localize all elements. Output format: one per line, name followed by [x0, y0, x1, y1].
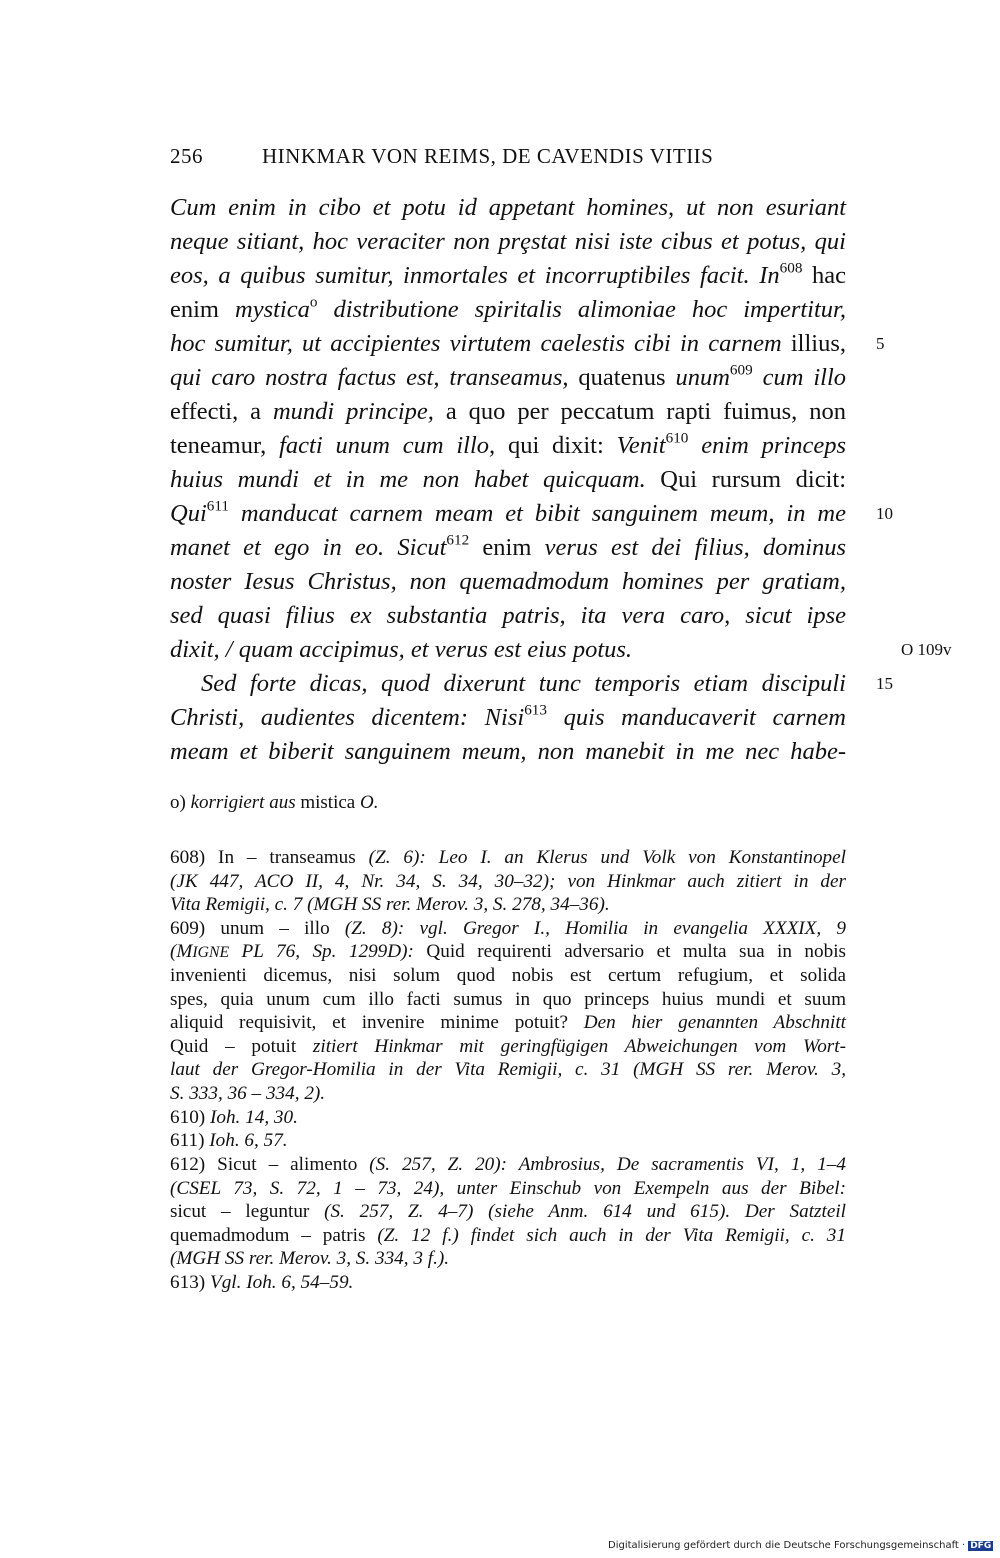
text-line-9: huius mundi et in me non habet quicquam. Qui rursum dicit:: [170, 466, 847, 493]
text-line-5: hoc sumitur, ut accipientes virtutem caelestis cibi in carnem illius,: [170, 330, 846, 357]
text-line-16: Christi, audientes dicentem: Nisi$^{613}$ quis manducaverit carnem: [170, 701, 846, 731]
text-line-1: Cum enim in cibo et potu id appetant homines, ut non esuriant: [170, 194, 846, 221]
text-line-13: sed quasi filius ex substantia patris, ita vera caro, sicut ipse: [170, 602, 846, 629]
text-line-3: eos, a quibus sumitur, inmortales et incorruptibiles facit. In$^{608}$ hac: [170, 259, 846, 289]
footnote-610: 610) Ioh. 14, 30.: [170, 1107, 298, 1128]
text-line-8: teneamur, facti unum cum illo, qui dixit: Venit$^{610}$ enim princeps: [170, 429, 847, 459]
text-line-7: effecti, a mundi principe, a quo per peccatum rapti fuimus, non: [170, 398, 846, 425]
dfg-logo: DFG: [970, 1541, 992, 1551]
footnote-612-line: quemadmodum – patris (Z. 12 f.) findet sich auch in der Vita Remigii, c. 31: [170, 1225, 846, 1246]
text-line-14: dixit, / quam accipimus, et verus est eius potus.: [170, 636, 633, 663]
footnote-ref-611: 611: [206, 497, 229, 515]
page-number: 256: [170, 144, 203, 168]
footnote-612-line: sicut – leguntur (S. 257, Z. 4–7) (siehe Anm. 614 und 615). Der Satzteil: [170, 1201, 847, 1222]
text-line-6: qui caro nostra factus est, transeamus, quatenus unum$^{609}$ cum illo: [170, 361, 846, 391]
apparatus-ref-o: o: [309, 293, 318, 311]
footnote-609: 609) unum – illo (Z. 8): vgl. Gregor I., Homilia in evangelia XXXIX, 9: [170, 918, 846, 939]
footnote-611: 611) Ioh. 6, 57.: [170, 1130, 288, 1151]
text-line-10: Qui$^{611}$ manducat carnem meam et bibit sanguinem meum, in me: [170, 497, 846, 527]
footnote-612: 612) Sicut – alimento (S. 257, Z. 20): Ambrosius, De sacramentis VI, 1, 1–4: [170, 1154, 846, 1175]
footnote-609-line: laut der Gregor-Homilia in der Vita Remigii, c. 31 (MGH SS rer. Merov. 3,: [170, 1059, 846, 1080]
line-number-10: 10: [876, 504, 893, 523]
footnote-ref-608: 608: [779, 259, 803, 277]
text-line-15: Sed forte dicas, quod dixerunt tunc temporis etiam discipuli: [201, 670, 846, 697]
text-line-12: noster Iesus Christus, non quemadmodum homines per gratiam,: [170, 568, 846, 595]
line-number-5: 5: [876, 334, 885, 353]
running-head: [170, 144, 713, 169]
footnote-609-line: (MIGNE PL 76, Sp. 1299D): Quid requirenti adversario et multa sua in nobis: [170, 941, 846, 962]
footnote-608-line: Vita Remigii, c. 7 (MGH SS rer. Merov. 3, S. 278, 34–36).: [170, 894, 610, 915]
footnote-ref-613: 613: [524, 701, 547, 719]
running-title: HINKMAR VON REIMS, DE CAVENDIS VITIIS: [262, 144, 714, 168]
apparatus-note-o: o) korrigiert aus mistica O.: [170, 792, 379, 813]
footnote-609-line: S. 333, 36 – 334, 2).: [170, 1083, 326, 1104]
text-line-17: meam et biberit sanguinem meum, non manebit in me nec habe-: [170, 738, 846, 765]
footnote-ref-612: 612: [446, 531, 470, 549]
footnote-612-line: (CSEL 73, S. 72, 1 – 73, 24), unter Einschub von Exempeln aus der Bibel:: [170, 1178, 846, 1199]
footnote-608-line: (JK 447, ACO II, 4, Nr. 34, S. 34, 30–32); von Hinkmar auch zitiert in der: [170, 871, 846, 892]
footnote-608: 608) In – transeamus (Z. 6): Leo I. an Klerus und Volk von Konstantinopel: [170, 847, 846, 868]
footnote-ref-610: 610: [665, 429, 689, 447]
line-number-15: 15: [876, 674, 893, 693]
text-line-4: enim mystica$^o$ distributione spiritalis alimoniae hoc impertitur,: [170, 293, 846, 323]
digitization-credit: Digitalisierung gefördert durch die Deutsche Forschungsgemeinschaft · DFG: [608, 1540, 992, 1551]
footnote-609-line: Quid – potuit zitiert Hinkmar mit geringfügigen Abweichungen vom Wort-: [170, 1036, 846, 1057]
footnote-613: 613) Vgl. Ioh. 6, 54–59.: [170, 1272, 354, 1293]
footnote-ref-609: 609: [729, 361, 753, 379]
text-line-11: manet et ego in eo. Sicut$^{612}$ enim verus est dei filius, dominus: [170, 531, 846, 561]
folio-marker: O 109v: [901, 640, 952, 659]
text-line-2: neque sitiant, hoc veraciter non prȩstat nisi iste cibus et potus, qui: [170, 228, 846, 255]
footnote-609-line: aliquid requisivit, et invenire minime potuit? Den hier genannten Abschnitt: [170, 1012, 846, 1033]
footnote-609-line: invenienti dicemus, nisi solum quod nobis est certum refugium, et solida: [170, 965, 846, 986]
footnote-609-line: spes, quia unum cum illo facti sumus in quo princeps huius mundi et suum: [170, 989, 846, 1010]
footnote-612-line: (MGH SS rer. Merov. 3, S. 334, 3 f.).: [170, 1248, 450, 1269]
